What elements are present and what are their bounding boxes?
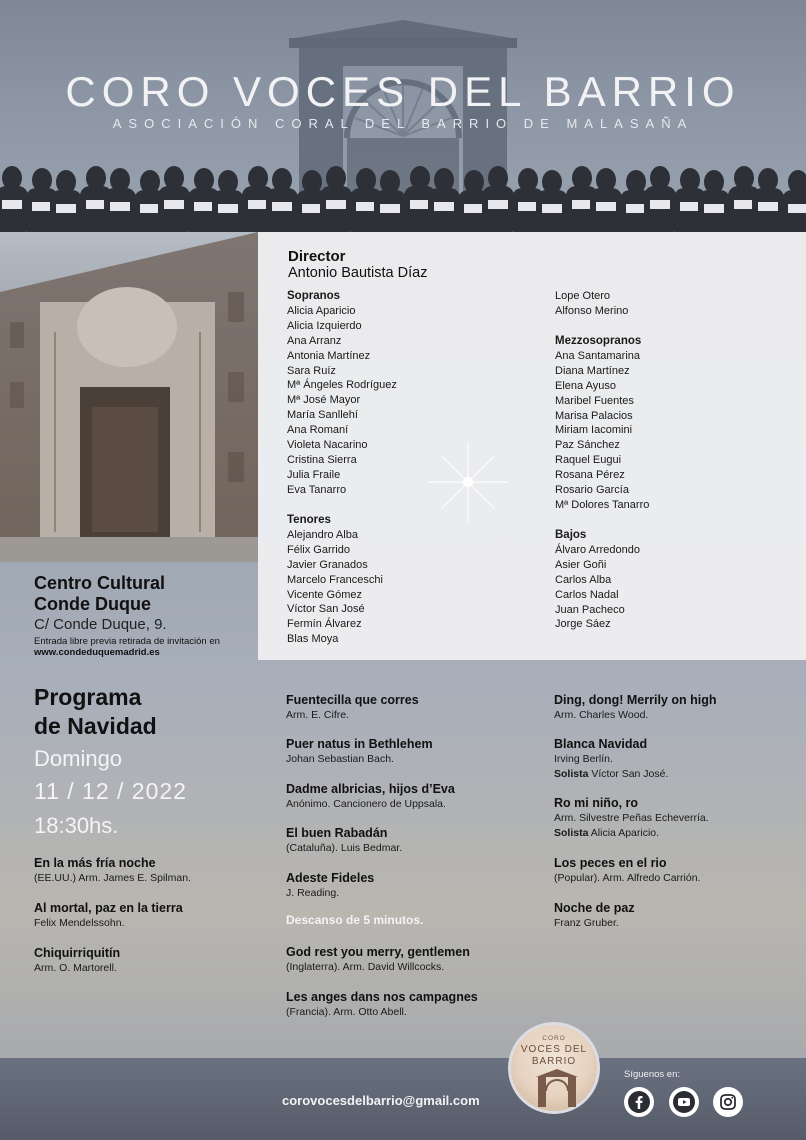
member-name: Rosario García	[555, 484, 629, 497]
song-item	[286, 990, 526, 1019]
instagram-icon[interactable]	[713, 1087, 743, 1117]
logo-text-3: BARRIO	[531, 1056, 577, 1067]
song-item	[554, 901, 794, 930]
venue-name-line1: Centro Cultural	[34, 573, 166, 593]
program-date: 11 / 12 / 2022	[34, 778, 187, 804]
mezzos-section	[555, 334, 649, 513]
member-name: Paz Sánchez	[555, 439, 620, 452]
sparkle-decoration	[428, 442, 508, 522]
song-title: Ro mi niño, ro	[554, 796, 639, 810]
member-name: Rosana Pérez	[555, 469, 625, 482]
song-arranger: (Popular). Arm. Alfredo Carrión.	[554, 872, 701, 884]
bajos-list	[555, 543, 640, 632]
program-title-line2: de Navidad	[34, 713, 157, 739]
song-title: Les anges dans nos campagnes	[286, 990, 478, 1004]
venue-name	[34, 573, 264, 615]
member-name: Ana Arranz	[287, 334, 342, 347]
song-item	[34, 946, 274, 975]
building-facade	[0, 232, 258, 562]
member-name: Maribel Fuentes	[555, 394, 634, 407]
song-arranger: Anónimo. Cancionero de Uppsala.	[286, 798, 446, 810]
song-item	[554, 737, 794, 781]
member-name: Marisa Palacios	[555, 409, 633, 422]
sopranos-list	[287, 304, 397, 498]
program-time: 18:30hs.	[34, 813, 119, 838]
song-arranger: Felix Mendelssohn.	[34, 917, 125, 929]
tenores-list	[287, 528, 383, 647]
soloist-label: Solista	[554, 827, 589, 839]
mezzos-heading: Mezzosopranos	[555, 335, 642, 347]
song-item	[34, 856, 274, 885]
song-title: Al mortal, paz en la tierra	[34, 901, 183, 915]
bajos-heading: Bajos	[555, 529, 587, 541]
song-title: En la más fría noche	[34, 856, 156, 870]
member-name: Elena Ayuso	[555, 379, 616, 392]
song-item	[286, 782, 526, 811]
member-name: Carlos Alba	[555, 573, 612, 586]
director-label: Director	[288, 248, 346, 265]
member-name: Javier Granados	[287, 558, 368, 571]
member-name: Álvaro Arredondo	[555, 543, 640, 556]
song-title: Dadme albricias, hijos d’Eva	[286, 782, 455, 796]
sopranos-heading: Sopranos	[287, 290, 341, 302]
director-name: Antonio Bautista Díaz	[288, 265, 428, 281]
sopranos-section	[287, 289, 397, 498]
member-name: Lope Otero	[555, 290, 611, 302]
song-arranger: Irving Berlín.	[554, 753, 613, 765]
program-title-line1: Programa	[34, 684, 142, 710]
member-name: Alejandro Alba	[287, 528, 358, 541]
choir-title: CORO VOCES DEL BARRIO	[65, 68, 741, 115]
song-title: Chiquirriquitín	[34, 946, 121, 960]
member-name: Blas Moya	[287, 633, 339, 646]
song-item	[554, 796, 794, 840]
intermission-note: Descanso de 5 minutos.	[286, 913, 424, 927]
member-name: Alicia Aparicio	[287, 304, 356, 317]
song-arranger: Franz Gruber.	[554, 917, 619, 929]
members-panel	[258, 232, 806, 660]
song-title: Blanca Navidad	[554, 737, 648, 751]
member-name: María Sanllehí	[287, 409, 358, 422]
member-name: Víctor San José	[287, 603, 365, 616]
member-name: Mª Ángeles Rodríguez	[287, 379, 397, 392]
member-name: Mª José Mayor	[287, 394, 361, 407]
member-name: Marcelo Franceschi	[287, 573, 383, 586]
facebook-icon[interactable]	[624, 1087, 654, 1117]
song-title: Ding, dong! Merrily on high	[554, 693, 717, 707]
tenores-section	[287, 513, 383, 647]
header-banner	[0, 0, 806, 232]
song-title: God rest you merry, gentlemen	[286, 945, 470, 959]
song-title: El buen Rabadán	[286, 826, 388, 840]
song-item	[286, 945, 526, 974]
song-title: Fuentecilla que corres	[286, 693, 419, 707]
venue-name-line2: Conde Duque	[34, 594, 151, 614]
song-item	[286, 826, 526, 855]
mezzos-list	[555, 349, 649, 513]
choir-subtitle: ASOCIACIÓN CORAL DEL BARRIO DE MALASAÑA	[112, 116, 694, 131]
member-name: Diana Martínez	[555, 364, 630, 377]
member-name: Asier Goñi	[555, 558, 607, 571]
song-title: Adeste Fideles	[286, 871, 375, 885]
song-item	[286, 737, 526, 766]
song-soloist	[554, 768, 794, 781]
program-day: Domingo	[34, 746, 123, 771]
tenores-heading: Tenores	[287, 514, 331, 526]
member-name: Alicia Izquierdo	[287, 319, 362, 332]
member-name: Julia Fraile	[287, 468, 341, 481]
song-title: Puer natus in Bethlehem	[286, 737, 433, 751]
follow-label: Síguenos en:	[624, 1069, 680, 1080]
song-arranger: (Cataluña). Luis Bedmar.	[286, 842, 403, 854]
song-soloist	[554, 827, 794, 840]
song-arranger: Arm. O. Martorell.	[34, 962, 117, 974]
choir-silhouettes	[0, 158, 806, 232]
song-arranger: Arm. E. Cifre.	[286, 709, 350, 721]
song-item	[554, 693, 794, 722]
soloist-name: Alicia Aparicio.	[588, 827, 660, 839]
building-photo	[0, 232, 258, 562]
member-name: Jorge Sáez	[555, 618, 611, 631]
program-title	[34, 683, 234, 741]
logo-text-2: VOCES DEL	[520, 1044, 588, 1055]
song-item	[286, 871, 526, 900]
youtube-icon[interactable]	[669, 1087, 699, 1117]
song-arranger: (Francia). Arm. Otto Abell.	[286, 1006, 407, 1018]
member-name: Carlos Nadal	[555, 588, 619, 601]
member-name: Cristina Sierra	[287, 453, 357, 466]
song-item	[34, 901, 274, 930]
soloist-name: Víctor San José.	[588, 768, 669, 780]
song-arranger: J. Reading.	[286, 887, 340, 899]
member-name: Fermín Álvarez	[287, 618, 362, 631]
song-arranger: (EE.UU.) Arm. James E. Spilman.	[34, 872, 191, 884]
member-name: Mª Dolores Tanarro	[555, 498, 650, 511]
venue-address: C/ Conde Duque, 9.	[34, 616, 167, 633]
member-name: Vicente Gómez	[287, 588, 363, 601]
venue-block	[34, 573, 264, 658]
bajos-section	[555, 528, 640, 632]
song-arranger: Arm. Silvestre Peñas Echeverría.	[554, 812, 709, 824]
member-name: Antonia Martínez	[287, 349, 371, 362]
song-item	[554, 856, 794, 885]
logo-gate-icon	[534, 1069, 580, 1107]
venue-note: Entrada libre previa retirada de invitación en	[34, 636, 220, 647]
soloist-label: Solista	[554, 768, 589, 780]
member-name: Alfonso Merino	[555, 304, 629, 317]
member-name: Ana Romaní	[287, 424, 349, 437]
member-name: Eva Tanarro	[287, 483, 347, 496]
sopranos-continued-list	[555, 289, 628, 319]
song-arranger: (Inglaterra). Arm. David Willcocks.	[286, 961, 445, 973]
member-name: Félix Garrido	[287, 543, 350, 556]
member-name: Raquel Eugui	[555, 454, 622, 467]
choir-logo	[508, 1022, 600, 1114]
member-name: Violeta Nacarino	[287, 439, 368, 452]
venue-website[interactable]: www.condeduquemadrid.es	[34, 647, 160, 658]
sopranos-continued	[555, 289, 628, 319]
member-name: Ana Santamarina	[555, 349, 640, 362]
song-arranger: Arm. Charles Wood.	[554, 709, 649, 721]
member-name: Sara Ruíz	[287, 364, 336, 377]
song-title: Noche de paz	[554, 901, 635, 915]
member-name: Juan Pacheco	[555, 603, 625, 616]
logo-text-1: CORO	[542, 1035, 566, 1042]
member-name: Miriam Iacomini	[555, 424, 633, 437]
song-item	[286, 693, 526, 722]
song-arranger: Johan Sebastian Bach.	[286, 753, 394, 765]
contact-email[interactable]: corovocesdelbarrio@gmail.com	[282, 1093, 480, 1108]
song-title: Los peces en el rio	[554, 856, 667, 870]
